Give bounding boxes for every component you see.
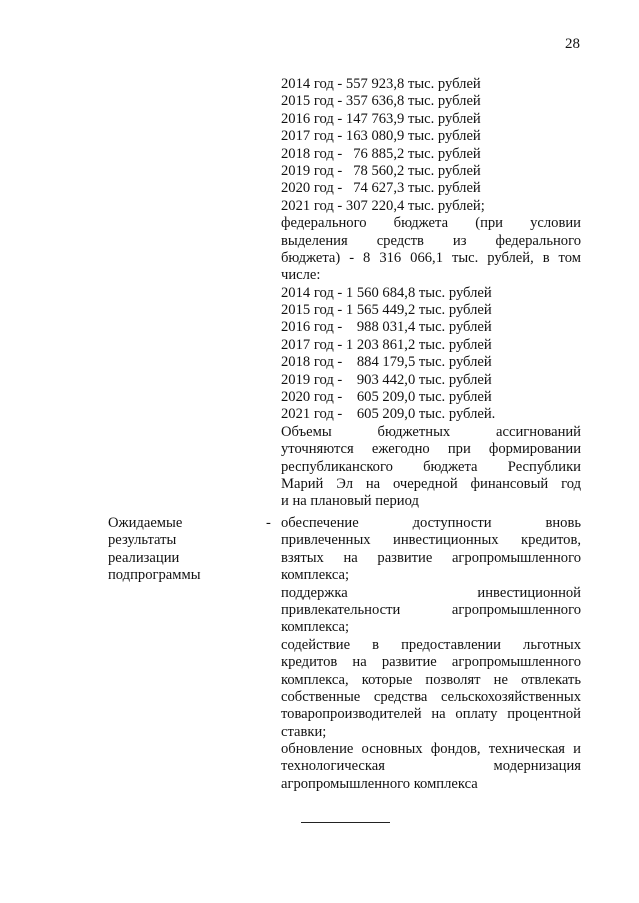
republic-year-line: 2018 год - 76 885,2 тыс. рублей	[281, 145, 481, 162]
results-line: обеспечение доступности вновь	[281, 515, 581, 531]
page-number: 28	[565, 36, 580, 52]
note-line: Объемы бюджетных ассигнований	[281, 423, 581, 440]
results-label-line: результаты	[108, 532, 177, 549]
results-line: привлеченных инвестиционных кредитов,	[281, 532, 581, 549]
federal-year-line: 2021 год - 605 209,0 тыс. рублей.	[281, 406, 496, 423]
federal-year-line: 2020 год - 605 209,0 тыс. рублей	[281, 389, 492, 406]
federal-year-line: 2014 год - 1 560 684,8 тыс. рублей	[281, 284, 492, 301]
results-line: обновление основных фондов, техническая и	[281, 741, 581, 758]
results-label-line: реализации	[108, 549, 180, 566]
results-label-line: подпрограммы	[108, 567, 201, 584]
note-line: республиканского бюджета Республики	[281, 458, 581, 475]
federal-text-line: федерального бюджета (при условии	[281, 215, 581, 232]
republic-year-line: 2015 год - 357 636,8 тыс. рублей	[281, 93, 481, 110]
end-rule	[301, 822, 390, 823]
federal-year-line: 2016 год - 988 031,4 тыс. рублей	[281, 319, 492, 336]
note-line: уточняются ежегодно при формировании	[281, 441, 581, 458]
federal-year-line: 2019 год - 903 442,0 тыс. рублей	[281, 371, 492, 388]
note-line: Марий Эл на очередной финансовый год	[281, 475, 581, 492]
republic-year-line: 2014 год - 557 923,8 тыс. рублей	[281, 76, 481, 92]
results-line: содействие в предоставлении льготных	[281, 636, 581, 653]
results-line: агропромышленного комплекса	[281, 775, 478, 792]
federal-text-line: числе:	[281, 267, 321, 284]
republic-year-line: 2017 год - 163 080,9 тыс. рублей	[281, 128, 481, 145]
results-line: кредитов на развитие агропромышленного	[281, 654, 581, 671]
funding-block	[281, 76, 581, 511]
results-line: поддержка инвестиционной	[281, 584, 581, 601]
results-line: взятых на развитие агропромышленного	[281, 549, 581, 566]
dash-separator: -	[266, 515, 271, 531]
republic-year-line: 2016 год - 147 763,9 тыс. рублей	[281, 110, 481, 127]
results-line: привлекательности агропромышленного	[281, 601, 581, 618]
results-line: комплекса;	[281, 567, 350, 584]
results-line: технологическая модернизация	[281, 758, 581, 775]
results-line: собственные средства сельскохозяйственных	[281, 688, 581, 705]
results-label	[108, 515, 238, 585]
federal-year-line: 2017 год - 1 203 861,2 тыс. рублей	[281, 336, 492, 353]
results-line: ставки;	[281, 723, 327, 740]
results-line: товаропроизводителей на оплату процентной	[281, 706, 581, 723]
federal-text-line: бюджета) - 8 316 066,1 тыс. рублей, в том	[281, 249, 581, 266]
republic-year-line: 2020 год - 74 627,3 тыс. рублей	[281, 180, 481, 197]
federal-year-line: 2015 год - 1 565 449,2 тыс. рублей	[281, 302, 492, 319]
federal-text-line: выделения средств из федерального	[281, 232, 581, 249]
results-line: комплекса;	[281, 619, 350, 636]
results-text	[281, 515, 581, 793]
republic-year-line: 2019 год - 78 560,2 тыс. рублей	[281, 162, 481, 179]
results-label-line: Ожидаемые	[108, 515, 183, 531]
federal-year-line: 2018 год - 884 179,5 тыс. рублей	[281, 354, 492, 371]
note-line: и на плановый период	[281, 493, 419, 510]
republic-year-line: 2021 год - 307 220,4 тыс. рублей;	[281, 197, 485, 214]
results-line: комплекса, которые позволят не отвлекать	[281, 671, 581, 688]
